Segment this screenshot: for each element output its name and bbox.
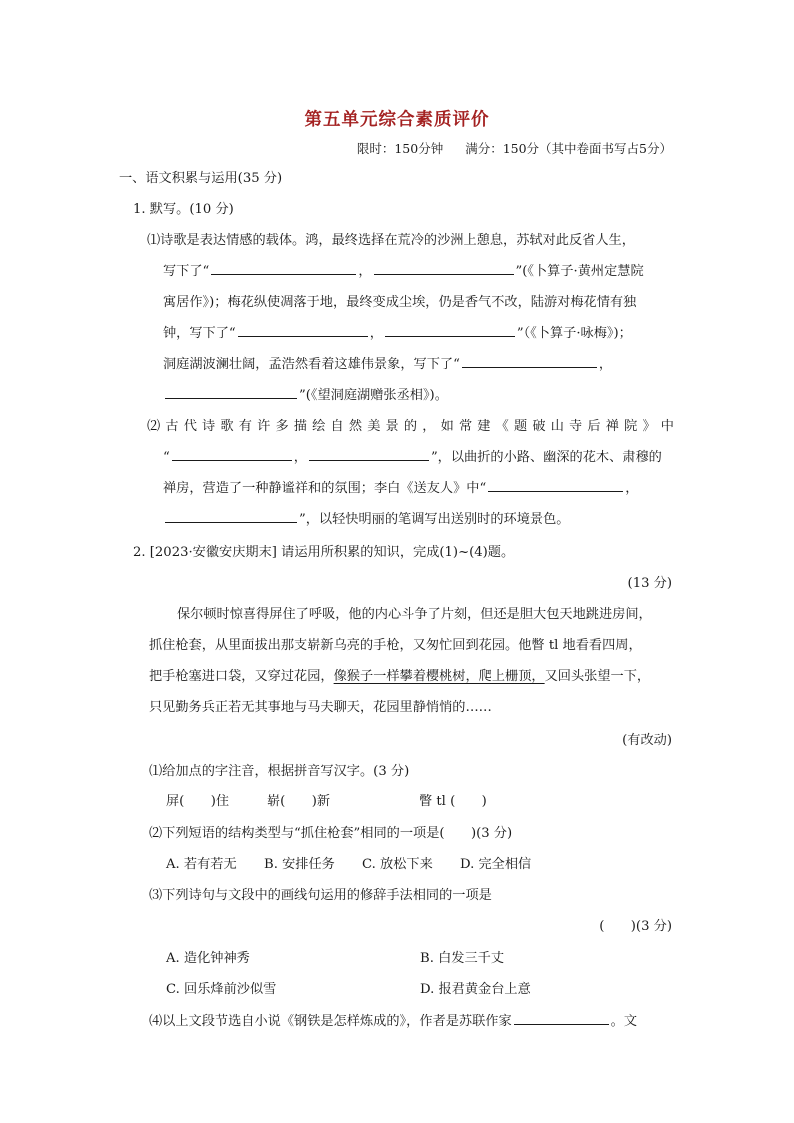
passage-line2: 抓住枪套，从里面拔出那支崭新乌亮的手枪，又匆忙回到花园。他瞥 tl 地看看四周， xyxy=(149,638,642,653)
sub-q4 xyxy=(149,1010,637,1029)
answer-blank[interactable] xyxy=(385,322,515,337)
answer-blank[interactable] xyxy=(238,322,368,337)
answer-blank[interactable] xyxy=(488,477,623,492)
option-b[interactable]: B. 白发三千丈 xyxy=(420,951,505,966)
answer-blank[interactable] xyxy=(165,508,297,523)
q1-p2-line4 xyxy=(163,508,570,527)
q1-p1-line3: 寓居作》)；梅花纵使凋落于地，最终变成尘埃，仍是香气不改，陆游对梅花情有独 xyxy=(163,295,637,310)
option-b[interactable]: B. 安排任务 xyxy=(264,857,335,872)
q1-heading: 1. 默写。(10 分) xyxy=(133,202,234,217)
page-title: 第五单元综合素质评价 xyxy=(304,110,490,130)
q1-p2-line2 xyxy=(163,446,662,465)
option-a[interactable]: A. 造化钟神秀 xyxy=(166,951,250,966)
underlined-sentence: 像猴子一样攀着樱桃树，爬上栅顶， xyxy=(333,669,545,684)
option-c[interactable]: C. 放松下来 xyxy=(362,857,433,872)
time-limit: 限时：150分钟 xyxy=(356,141,444,156)
text: ， xyxy=(358,264,372,279)
text: 。文 xyxy=(610,1014,638,1029)
option-d[interactable]: D. 报君黄金台上意 xyxy=(420,982,531,997)
option-a[interactable]: A. 若有若无 xyxy=(166,857,237,872)
text: 把手枪塞进口袋，又穿过花园， xyxy=(149,669,334,684)
q1-p1-line5 xyxy=(163,353,612,372)
option-d[interactable]: D. 完全相信 xyxy=(460,857,532,872)
q2-score: (13 分) xyxy=(627,576,672,591)
text: ”，以曲折的小路、幽深的花木、肃穆的 xyxy=(430,450,662,465)
sub-q1-item: 屏( )住 xyxy=(166,794,230,809)
text: ， xyxy=(625,481,639,496)
q2-heading: 2. [2023·安徽安庆期末] 请运用所积累的知识，完成(1)~(4)题。 xyxy=(133,545,515,560)
text: ， xyxy=(369,326,383,341)
text: “ xyxy=(163,450,170,465)
exam-meta xyxy=(339,139,672,157)
text: ⑷以上文段节选自小说《钢铁是怎样炼成的》，作者是苏联作家 xyxy=(149,1014,512,1029)
text: 写下了“ xyxy=(163,264,210,279)
text: 禅房，营造了一种静谧祥和的氛围；李白《送友人》中“ xyxy=(163,481,487,496)
q1-p1-line1: ⑴诗歌是表达情感的载体。鸿，最终选择在荒冷的沙洲上憩息，苏轼对此反省人生， xyxy=(147,233,635,248)
sub-q2: ⑵下列短语的结构类型与“抓住枪套”相同的一项是( )(3 分) xyxy=(149,826,513,841)
text: ”（《卜算子·咏梅》)； xyxy=(516,326,632,341)
text: 又回头张望一下， xyxy=(544,669,651,684)
option-c[interactable]: C. 回乐烽前沙似雪 xyxy=(166,982,277,997)
answer-blank[interactable] xyxy=(374,260,514,275)
sub-q3-score: ( )(3 分) xyxy=(599,919,672,934)
section-heading: 一、语文积累与运用(35 分) xyxy=(119,171,283,186)
passage-source: (有改动) xyxy=(622,733,672,748)
text: ， xyxy=(598,357,613,372)
full-score: 满分：150分（其中卷面书写占5分） xyxy=(465,141,672,156)
text: ”(《卜算子·黄州定慧院 xyxy=(515,264,644,279)
text: 洞庭湖波澜壮阔，孟浩然看着这雄伟景象，写下了“ xyxy=(163,357,460,372)
sub-q3: ⑶下列诗句与文段中的画线句运用的修辞手法相同的一项是 xyxy=(149,888,492,903)
answer-blank[interactable] xyxy=(172,446,292,461)
sub-q1-item: 崭( )新 xyxy=(267,794,331,809)
answer-blank[interactable] xyxy=(211,260,356,275)
q1-p2-line3 xyxy=(163,477,638,496)
answer-blank[interactable] xyxy=(309,446,429,461)
text: ”(《望洞庭湖赠张丞相》)。 xyxy=(299,388,448,403)
answer-blank[interactable] xyxy=(165,384,297,399)
sub-q1: ⑴给加点的字注音，根据拼音写汉字。(3 分) xyxy=(149,764,410,779)
answer-blank[interactable] xyxy=(514,1010,609,1025)
passage-line4: 只见勤务兵正若无其事地与马夫聊天，花园里静悄悄的…… xyxy=(149,700,492,715)
q1-p1-line4 xyxy=(163,322,632,341)
text: 钟，写下了“ xyxy=(163,326,236,341)
answer-blank[interactable] xyxy=(462,353,597,368)
q1-p1-line2 xyxy=(163,260,644,279)
passage-line1: 保尔顿时惊喜得屏住了呼吸，他的内心斗争了片刻，但还是胆大包天地跳进房间， xyxy=(177,607,652,622)
q1-p2-line1: ⑵古代诗歌有许多描绘自然美景的，如常建《题破山寺后禅院》中 xyxy=(147,419,674,434)
sub-q1-item: 瞥 tl ( ) xyxy=(419,794,487,809)
text: ”，以轻快明丽的笔调写出送别时的环境景色。 xyxy=(299,512,570,527)
q1-p1-line6 xyxy=(163,384,448,403)
text: ， xyxy=(293,450,307,465)
passage-line3 xyxy=(149,665,650,684)
